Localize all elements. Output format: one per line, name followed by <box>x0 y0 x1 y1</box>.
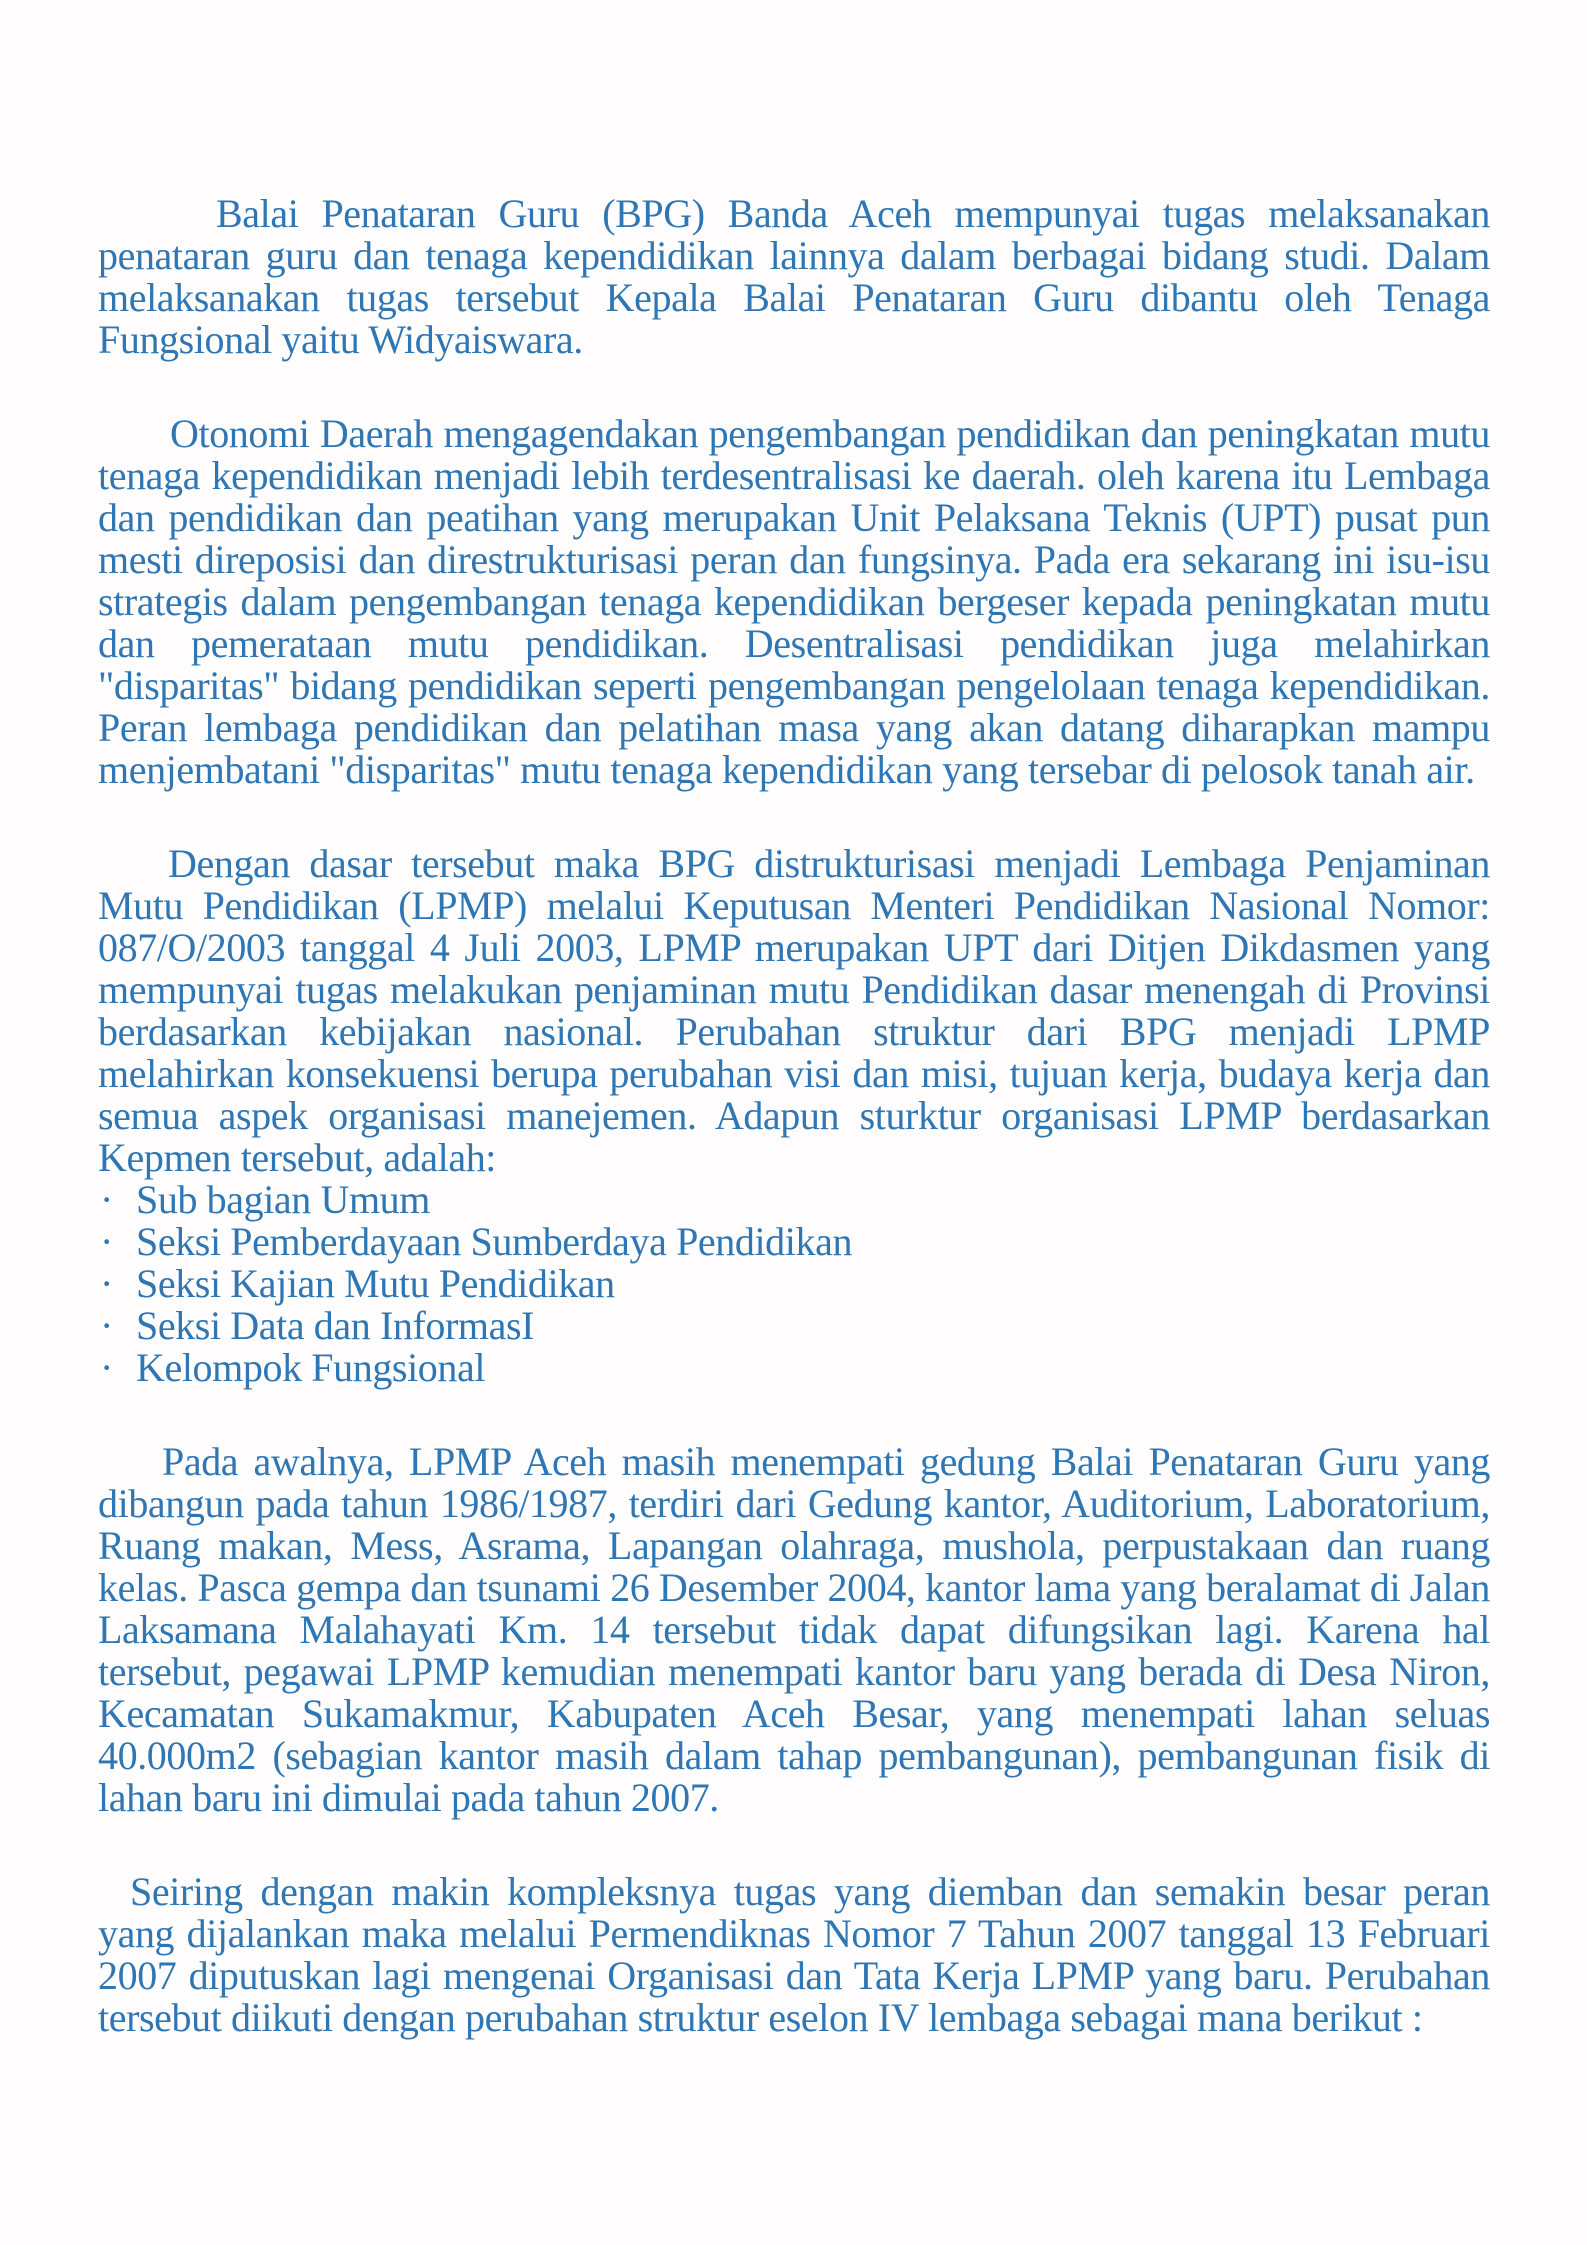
paragraph-pada-awalnya: Pada awalnya, LPMP Aceh masih menempati gedung Balai Penataran Guru yang dibangun pada tahun 1986/1987, terdiri dari Gedung kantor, Auditorium, Laboratorium, Ruang makan, Mess, Asrama, Lapangan olahraga, mushola, perpustakaan dan ruang kelas. Pasca gempa dan tsunami 26 Desember 2004, kantor lama yang beralamat di Jalan Laksamana Malahayati Km. 14 tersebut tidak dapat difungsikan lagi. Karena hal tersebut, pegawai LPMP kemudian menempati kantor baru yang berada di Desa Niron, Kecamatan Sukamakmur, Kabupaten Aceh Besar, yang menempati lahan seluas 40.000m2 (sebagian kantor masih dalam tahap pembangunan), pembangunan fisik di lahan baru ini dimulai pada tahun 2007. <box>98 1439 1490 1820</box>
bullet-dot-icon: · <box>100 1177 113 1222</box>
list-item-seksi-data-informasi <box>98 1305 1490 1347</box>
list-item-sub-bagian-umum <box>98 1179 1490 1221</box>
list-item-label: Seksi Data dan InformasI <box>136 1303 535 1348</box>
org-structure-list <box>98 1179 1490 1389</box>
list-item-kelompok-fungsional <box>98 1347 1490 1389</box>
list-item-seksi-pemberdayaan <box>98 1221 1490 1263</box>
bullet-dot-icon: · <box>100 1219 113 1264</box>
paragraph-dengan-dasar-tersebut: Dengan dasar tersebut maka BPG distrukturisasi menjadi Lembaga Penjaminan Mutu Pendidikan (LPMP) melalui Keputusan Menteri Pendidikan Nasional Nomor: 087/O/2003 tanggal 4 Juli 2003, LPMP merupakan UPT dari Ditjen Dikdasmen yang mempunyai tugas melakukan penjaminan mutu Pendidikan dasar menengah di Provinsi berdasarkan kebijakan nasional. Perubahan struktur dari BPG menjadi LPMP melahirkan konsekuensi berupa perubahan visi dan misi, tujuan kerja, budaya kerja dan semua aspek organisasi manejemen. Adapun sturktur organisasi LPMP berdasarkan Kepmen tersebut, adalah: <box>98 841 1490 1180</box>
paragraph-balai-penataran-guru: Balai Penataran Guru (BPG) Banda Aceh mempunyai tugas melaksanakan penataran guru dan tenaga kependidikan lainnya dalam berbagai bidang studi. Dalam melaksanakan tugas tersebut Kepala Balai Penataran Guru dibantu oleh Tenaga Fungsional yaitu Widyaiswara. <box>98 191 1490 362</box>
bullet-dot-icon: · <box>100 1261 113 1306</box>
bullet-dot-icon: · <box>100 1303 113 1348</box>
paragraph-otonomi-daerah: Otonomi Daerah mengagendakan pengembangan pendidikan dan peningkatan mutu tenaga kependidikan menjadi lebih terdesentralisasi ke daerah. oleh karena itu Lembaga dan pendidikan dan peatihan yang merupakan Unit Pelaksana Teknis (UPT) pusat pun mesti direposisi dan direstrukturisasi peran dan fungsinya. Pada era sekarang ini isu-isu strategis dalam pengembangan tenaga kependidikan bergeser kepada peningkatan mutu dan pemerataan mutu pendidikan. Desentralisasi pendidikan juga melahirkan "disparitas" bidang pendidikan seperti pengembangan pengelolaan tenaga kependidikan. Peran lembaga pendidikan dan pelatihan masa yang akan datang diharapkan mampu menjembatani "disparitas" mutu tenaga kependidikan yang tersebar di pelosok tanah air. <box>98 411 1490 792</box>
list-item-label: Sub bagian Umum <box>136 1177 430 1222</box>
list-item-label: Seksi Kajian Mutu Pendidikan <box>136 1261 615 1306</box>
bullet-dot-icon: · <box>100 1345 113 1390</box>
list-item-seksi-kajian-mutu <box>98 1263 1490 1305</box>
list-item-label: Kelompok Fungsional <box>136 1345 486 1390</box>
list-item-label: Seksi Pemberdayaan Sumberdaya Pendidikan <box>136 1219 853 1264</box>
paragraph-seiring-dengan: Seiring dengan makin kompleksnya tugas yang diemban dan semakin besar peran yang dijalankan maka melalui Permendiknas Nomor 7 Tahun 2007 tanggal 13 Februari 2007 diputuskan lagi mengenai Organisasi dan Tata Kerja LPMP yang baru. Perubahan tersebut diikuti dengan perubahan struktur eselon IV lembaga sebagai mana berikut : <box>98 1869 1490 2040</box>
